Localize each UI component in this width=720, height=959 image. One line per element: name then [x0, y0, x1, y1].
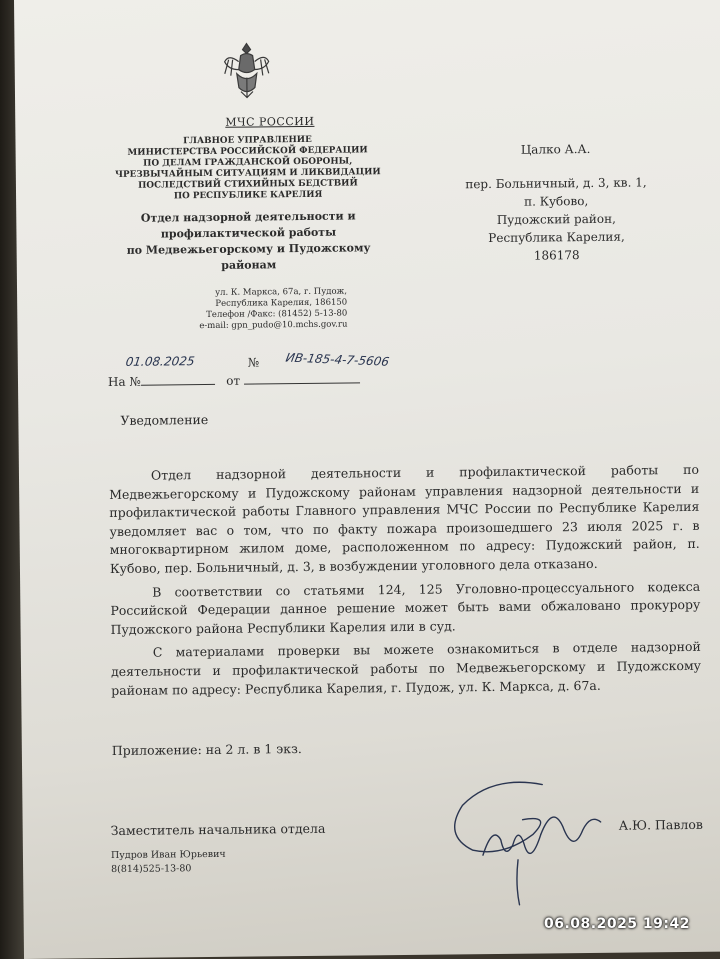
recipient-block [446, 139, 667, 265]
address-line: e-mail: gpn_pudo@10.mchs.gov.ru [199, 319, 348, 332]
document-body [109, 461, 701, 705]
office-line: профилактической работы [160, 225, 337, 241]
signatory-name: А.Ю. Павлов [618, 816, 703, 833]
recipient-address-line: 186178 [533, 248, 580, 263]
body-paragraph: С материалами проверки вы можете ознакомиться в отделе надзорной деятельности и профилактической работы по Медвежьегорскому и Пудожскому районам по адресу: Республика Карелия, г. Пудож, ул. К. Маркса, д. 67а. [110, 639, 702, 698]
department-line: ПО РЕСПУБЛИКЕ КАРЕЛИЯ [173, 189, 323, 202]
department-line: ГЛАВНОЕ УПРАВЛЕНИЕ [183, 134, 312, 147]
attachment-note: Приложение: на 2 л. в 1 экз. [111, 741, 302, 759]
ref-from: от [226, 373, 241, 388]
office-name [108, 208, 389, 275]
ref-date-blank [244, 370, 360, 384]
handwritten-date: 01.08.2025 [124, 354, 196, 369]
executor-block [111, 848, 226, 877]
photo-timestamp: 06.08.2025 19:42 [543, 916, 690, 932]
address-line: Республика Карелия, 186150 [215, 297, 348, 309]
department-line: ЧРЕЗВЫЧАЙНЫМ СИТУАЦИЯМ И ЛИКВИДАЦИИ [114, 167, 381, 180]
ref-prefix: На № [107, 374, 141, 390]
number-sign: № [247, 355, 260, 370]
executor-phone: 8(814)525-13-80 [111, 863, 192, 876]
address-line: ул. К. Маркса, 67а, г. Пудож, [215, 286, 348, 298]
department-line: МИНИСТЕРСТВА РОССИЙСКОЙ ФЕДЕРАЦИИ [127, 145, 368, 158]
ref-number-blank [141, 372, 215, 386]
department-line: ПО ДЕЛАМ ГРАЖДАНСКОЙ ОБОРОНЫ, [143, 156, 353, 169]
recipient-address-line: п. Кубово, [523, 193, 589, 209]
recipient-address-line: Республика Карелия, [488, 229, 625, 246]
department-line: ПОСЛЕДСТВИЙ СТИХИЙНЫХ БЕДСТВИЙ [138, 178, 358, 191]
signatory-role: Заместитель начальника отдела [110, 820, 326, 839]
handwritten-number: ИВ-185-4-7-5606 [284, 350, 391, 369]
executor-name: Пудров Иван Юрьевич [110, 848, 226, 862]
mchs-emblem-icon [220, 39, 273, 102]
address-line: Телефон /Факс: (81452) 5-13-80 [206, 308, 348, 321]
agency-name: МЧС РОССИИ [225, 114, 315, 129]
document-page [14, 0, 720, 959]
office-line: по Медвежьегорскому и Пудожскому [126, 241, 371, 257]
recipient-address-line: пер. Больничный, д. 3, кв. 1, [465, 175, 647, 192]
handwritten-signature [422, 764, 624, 916]
department-name [107, 134, 388, 203]
document-title: Уведомление [120, 411, 209, 428]
sender-address [157, 287, 347, 333]
body-paragraph: Отдел надзорной деятельности и профилактической работы по Медвежьегорскому и Пудожскому районам управления надзорной деятельности и профилактической работы Главного управления МЧС России по Республике Карелия уведомляет вас о том, что по факту пожара произошедшего 23 июля 2025 г. в многоквартирном жилом доме, расположенном по адресу: Пудожский район, п. Кубово, пер. Больничный, д. 3, в возбуждении уголовного дела отказано. [109, 461, 700, 576]
reference-line [108, 370, 360, 389]
recipient-name: Цалко А.А. [520, 141, 591, 157]
body-paragraph: В соответствии со статьями 124, 125 Уголовно-процессуального кодекса Российской Федерации данное решение может быть вами обжаловано прокурору Пудожского района Республики Карелия или в суд. [110, 578, 701, 637]
office-line: Отдел надзорной деятельности и [140, 209, 356, 225]
recipient-address-line: Пудожский район, [496, 211, 616, 227]
office-line: районам [221, 258, 277, 272]
